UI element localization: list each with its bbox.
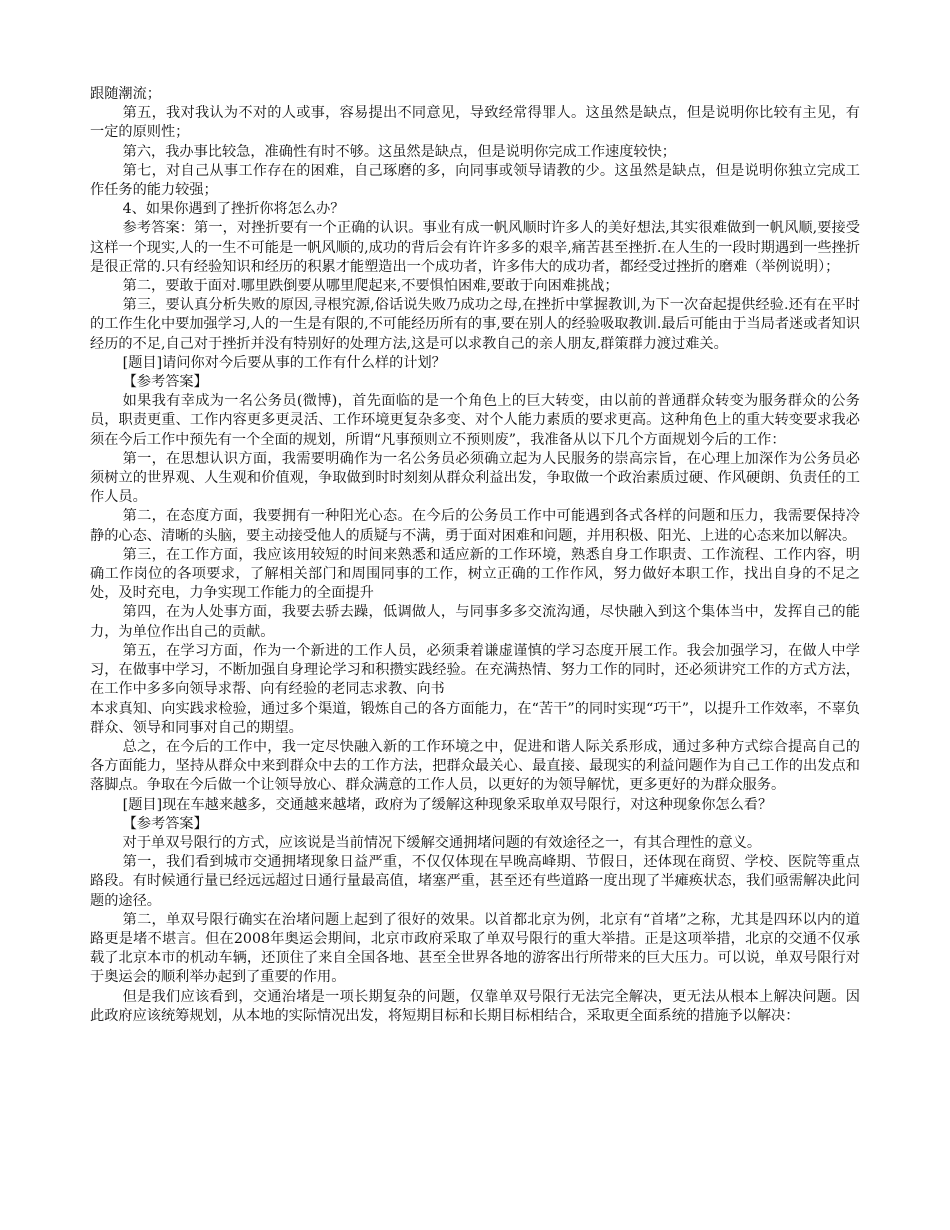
- paragraph: 第一，我们看到城市交通拥堵现象日益严重，不仅仅体现在早晚高峰期、节假日，还体现在商贸、学校、医院等重点路段。有时候通行量已经远远超过日通行量最高值，堵塞严重，甚至还有些道路一度出现了半瘫痪状态，我们亟需解决此问题的途径。: [90, 854, 860, 909]
- paragraph: 第二，要敢于面对.哪里跌倒要从哪里爬起来,不要惧怕困难,要敢于向困难挑战；: [122, 278, 619, 295]
- question-heading: [题目]现在车越来越多，交通越来越堵，政府为了缓解这种现象采取单双号限行，对这种现象你怎么看？: [122, 796, 773, 813]
- paragraph: 第五，我对我认为不对的人或事，容易提出不同意见，导致经常得罪人。这虽然是缺点，但是说明你比较有主见，有一定的原则性；: [90, 105, 860, 141]
- paragraph: 第六，我办事比较急，准确性有时不够。这虽然是缺点，但是说明你完成工作速度较快；: [122, 143, 676, 160]
- paragraph: 对于单双号限行的方式，应该说是当前情况下缓解交通拥堵问题的有效途径之一，有其合理性的意义。: [122, 834, 762, 851]
- paragraph: 但是我们应该看到，交通治堵是一项长期复杂的问题，仅靠单双号限行无法完全解决，更无法从根本上解决问题。因此政府应该统筹规划，从本地的实际情况出发，将短期目标和长期目标相结合，采取更全面系统的措施予以解决：: [90, 988, 860, 1024]
- paragraph: 本求真知、向实践求检验，通过多个渠道，锻炼自己的各方面能力，在“苦干”的同时实现“巧干”，以提升工作效率，不辜负群众、领导和同事对自己的期望。: [90, 700, 860, 736]
- answer-heading: 【参考答案】: [122, 374, 208, 391]
- paragraph: 跟随潮流；: [90, 86, 161, 102]
- paragraph: 第五，在学习方面，作为一个新进的工作人员，必须秉着谦虚谨慎的学习态度开展工作。我会加强学习，在做人中学习，在做事中学习，不断加强自身理论学习和积攒实践经验。在充满热情、努力工作的同时，还必须讲究工作的方式方法，在工作中多多向领导求帮、向有经验的老同志求教、向书: [90, 642, 860, 698]
- paragraph: 第二，在态度方面，我要拥有一种阳光心态。在今后的公务员工作中可能遇到各式各样的问题和压力，我需要保持冷静的心态、清晰的头脑，要主动接受他人的质疑与不满，勇于面对困难和问题，并用积极、阳光、上进的心态来加以解决。: [90, 508, 860, 544]
- paragraph: 第三，要认真分析失败的原因,寻根究源,俗话说失败乃成功之母,在挫折中掌握教训,为下一次奋起提供经验.还有在平时的工作生化中要加强学习,人的一生是有限的,不可能经历所有的事,要在别人的经验吸取教训.最后可能由于当局者迷或者知识经历的不足,自己对于挫折并没有特别好的处理方法,这是可以求教自己的亲人朋友,群策群力渡过难关。: [90, 297, 860, 352]
- paragraph: 总之，在今后的工作中，我一定尽快融入新的工作环境之中，促进和谐人际关系形成，通过多种方式综合提高自己的各方面能力，坚持从群众中来到群众中去的工作方法，把群众最关心、最直接、最现实的利益问题作为自己工作的出发点和落脚点。争取在今后做一个让领导放心、群众满意的工作人员，以更好的为领导解忧，更多更好的为群众服务。: [90, 738, 860, 794]
- paragraph: 第四，在为人处事方面，我要去骄去躁，低调做人，与同事多多交流沟通，尽快融入到这个集体当中，发挥自己的能力，为单位作出自己的贡献。: [90, 604, 860, 640]
- answer-heading: 【参考答案】: [122, 815, 208, 832]
- paragraph: 第三，在工作方面，我应该用较短的时间来熟悉和适应新的工作环境，熟悉自身工作职责、工作流程、工作内容，明确工作岗位的各项要求，了解相关部门和周围同事的工作，树立正确的工作作风，努力做好本职工作，找出自身的不足之处，及时充电，力争实现工作能力的全面提升: [90, 546, 860, 602]
- paragraph: 第七，对自己从事工作存在的困难，自己琢磨的多，向同事或领导请教的少。这虽然是缺点，但是说明你独立完成工作任务的能力较强；: [90, 162, 860, 199]
- question-heading: [题目]请问你对今后要从事的工作有什么样的计划？: [122, 354, 446, 371]
- paragraph: 如果我有幸成为一名公务员(微博)，首先面临的是一个角色上的巨大转变，由以前的普通群众转变为服务群众的公务员，职责更重、工作内容更多更灵活、工作环境更复杂多变、对个人能力素质的要求更高。这种角色上的重大转变要求我必须在今后工作中预先有一个全面的规划，所谓“凡事预则立不预则废”，我准备从以下几个方面规划今后的工作：: [90, 393, 860, 448]
- paragraph: 参考答案：第一，对挫折要有一个正确的认识。事业有成一帆风顺时许多人的美好想法,其实很难做到一帆风顺,要接受这样一个现实,人的一生不可能是一帆风顺的,成功的背后会有许许多多的艰辛,痛苦甚至挫折.在人生的一段时期遇到一些挫折是很正常的.只有经验知识和经历的积累才能塑造出一个成功者，许多伟大的成功者，都经受过挫折的磨难（举例说明）；: [90, 220, 860, 275]
- paragraph: 第二，单双号限行确实在治堵问题上起到了很好的效果。以首都北京为例，北京有“首堵”之称，尤其是四环以内的道路更是堵不堪言。但在2008年奥运会期间，北京市政府采取了单双号限行的重大举措。正是这项举措，北京的交通不仅承载了北京本市的机动车辆，还顶住了来自全国各地、甚至全世界各地的游客出行所带来的巨大压力。可以说，单双号限行对于奥运会的顺利举办起到了重要的作用。: [90, 911, 860, 986]
- question-heading: 4、如果你遇到了挫折你将怎么办？: [122, 201, 345, 218]
- paragraph: 第一，在思想认识方面，我需要明确作为一名公务员必须确立起为人民服务的崇高宗旨，在心理上加深作为公务员必须树立的世界观、人生观和价值观，争取做到时时刻刻从群众利益出发，争取做一个政治素质过硬、作风硬朗、负责任的工作人员。: [90, 450, 860, 506]
